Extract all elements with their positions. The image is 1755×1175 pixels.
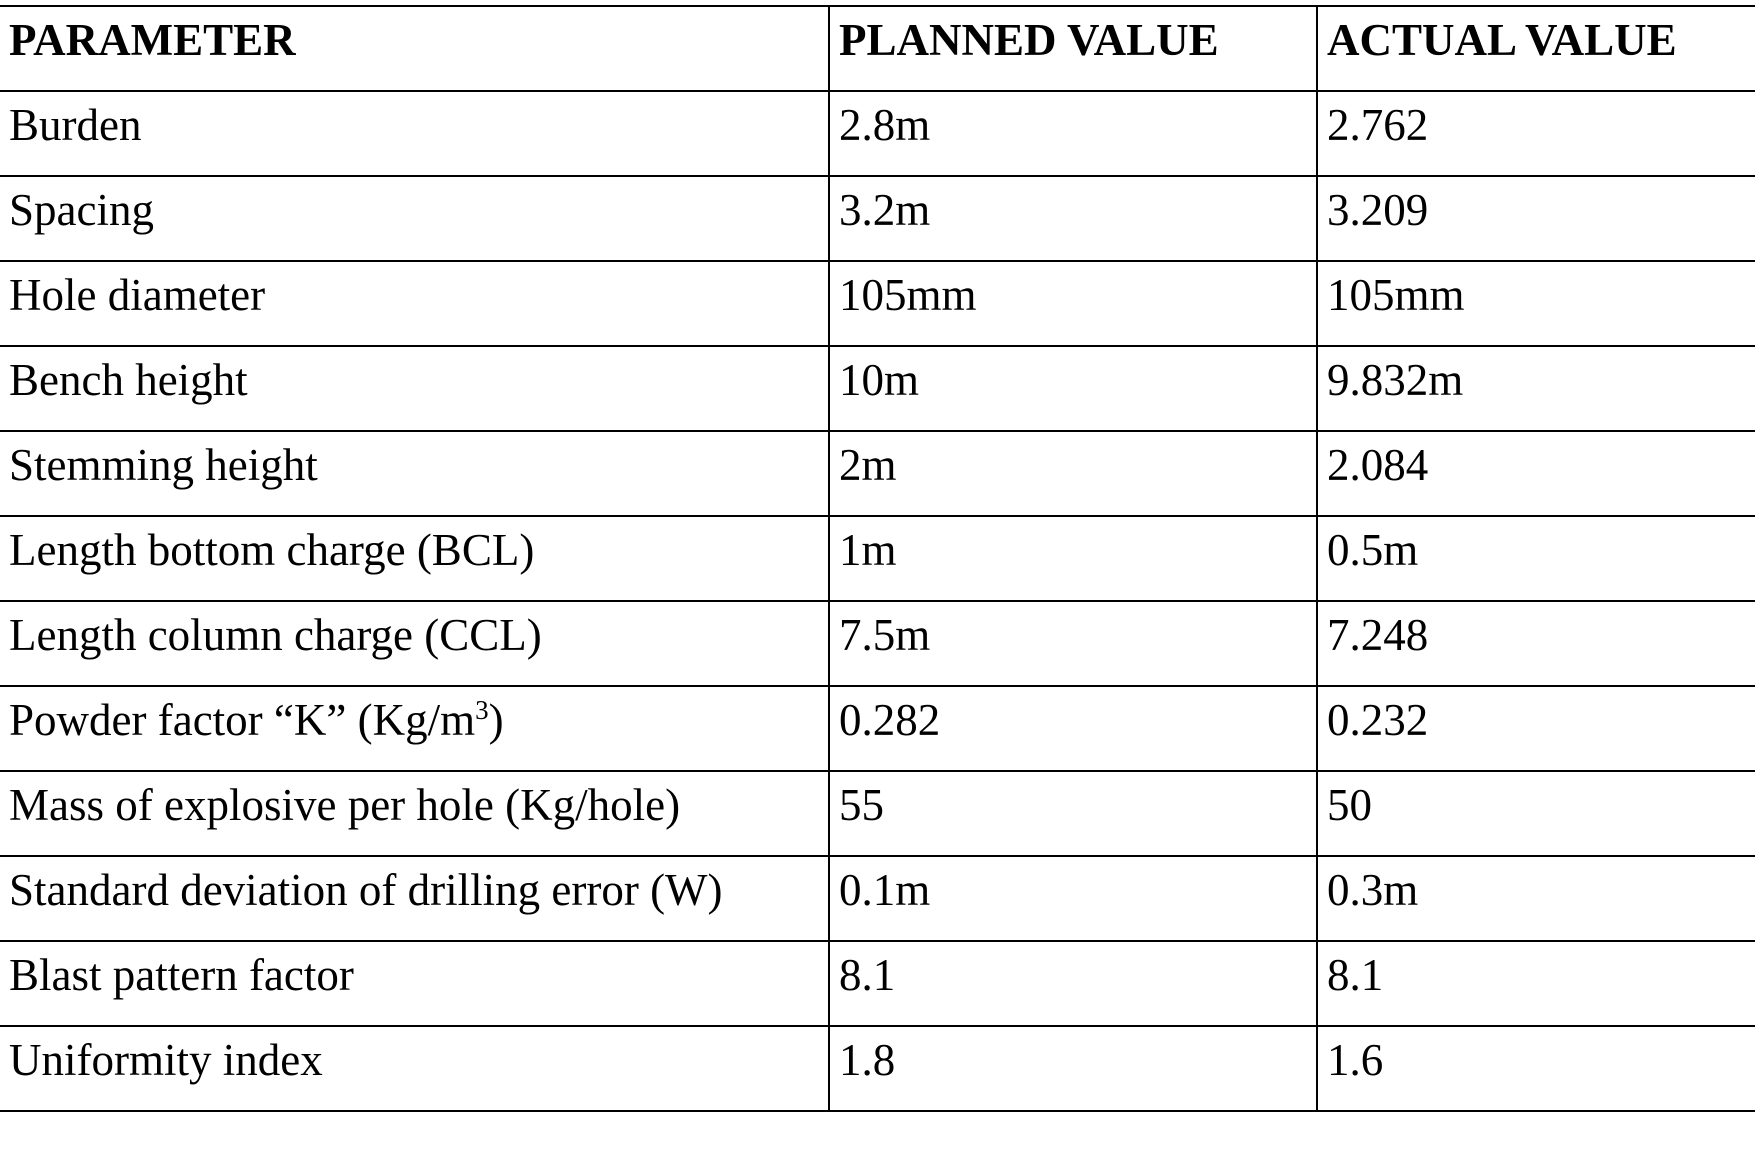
- cell-planned: 0.282: [829, 686, 1317, 771]
- header-actual-value: ACTUAL VALUE: [1317, 6, 1755, 91]
- cell-parameter: Uniformity index: [0, 1026, 829, 1111]
- cell-actual: 0.232: [1317, 686, 1755, 771]
- cell-actual: 3.209: [1317, 176, 1755, 261]
- cell-actual: 9.832m: [1317, 346, 1755, 431]
- cell-planned: 55: [829, 771, 1317, 856]
- superscript-exponent: 3: [475, 695, 489, 725]
- cell-parameter: Stemming height: [0, 431, 829, 516]
- cell-parameter: Length bottom charge (BCL): [0, 516, 829, 601]
- cell-actual: 105mm: [1317, 261, 1755, 346]
- table-row: [0, 601, 1755, 686]
- cell-actual: 8.1: [1317, 941, 1755, 1026]
- table-row: [0, 941, 1755, 1026]
- cell-planned: 3.2m: [829, 176, 1317, 261]
- table-row: [0, 346, 1755, 431]
- cell-planned: 2m: [829, 431, 1317, 516]
- powder-factor-label-suffix: ): [488, 695, 504, 745]
- cell-planned: 0.1m: [829, 856, 1317, 941]
- powder-factor-label: Powder factor “K” (Kg/m: [9, 695, 476, 745]
- cell-actual: 1.6: [1317, 1026, 1755, 1111]
- cell-actual: 0.5m: [1317, 516, 1755, 601]
- cell-parameter: Spacing: [0, 176, 829, 261]
- cell-planned: 2.8m: [829, 91, 1317, 176]
- cell-planned: 10m: [829, 346, 1317, 431]
- cell-planned: 105mm: [829, 261, 1317, 346]
- cell-parameter: Mass of explosive per hole (Kg/hole): [0, 771, 829, 856]
- cell-parameter: Blast pattern factor: [0, 941, 829, 1026]
- cell-actual: 50: [1317, 771, 1755, 856]
- cell-parameter: Hole diameter: [0, 261, 829, 346]
- table-header-row: [0, 6, 1755, 91]
- cell-actual: 0.3m: [1317, 856, 1755, 941]
- cell-parameter: Standard deviation of drilling error (W): [0, 856, 829, 941]
- table-row: [0, 91, 1755, 176]
- cell-actual: 2.762: [1317, 91, 1755, 176]
- table-row: [0, 261, 1755, 346]
- cell-planned: 8.1: [829, 941, 1317, 1026]
- table-row: [0, 176, 1755, 261]
- table-row: [0, 771, 1755, 856]
- table-row: [0, 516, 1755, 601]
- cell-parameter: Bench height: [0, 346, 829, 431]
- parameter-table: [0, 5, 1755, 1112]
- cell-actual: 2.084: [1317, 431, 1755, 516]
- cell-planned: 1m: [829, 516, 1317, 601]
- header-planned-value: PLANNED VALUE: [829, 6, 1317, 91]
- cell-parameter: Length column charge (CCL): [0, 601, 829, 686]
- cell-planned: 1.8: [829, 1026, 1317, 1111]
- cell-actual: 7.248: [1317, 601, 1755, 686]
- table-row: [0, 686, 1755, 771]
- cell-planned: 7.5m: [829, 601, 1317, 686]
- cell-parameter: [0, 686, 829, 771]
- cell-parameter: Burden: [0, 91, 829, 176]
- table-row: [0, 431, 1755, 516]
- header-parameter: PARAMETER: [0, 6, 829, 91]
- table-row: [0, 1026, 1755, 1111]
- table-row: [0, 856, 1755, 941]
